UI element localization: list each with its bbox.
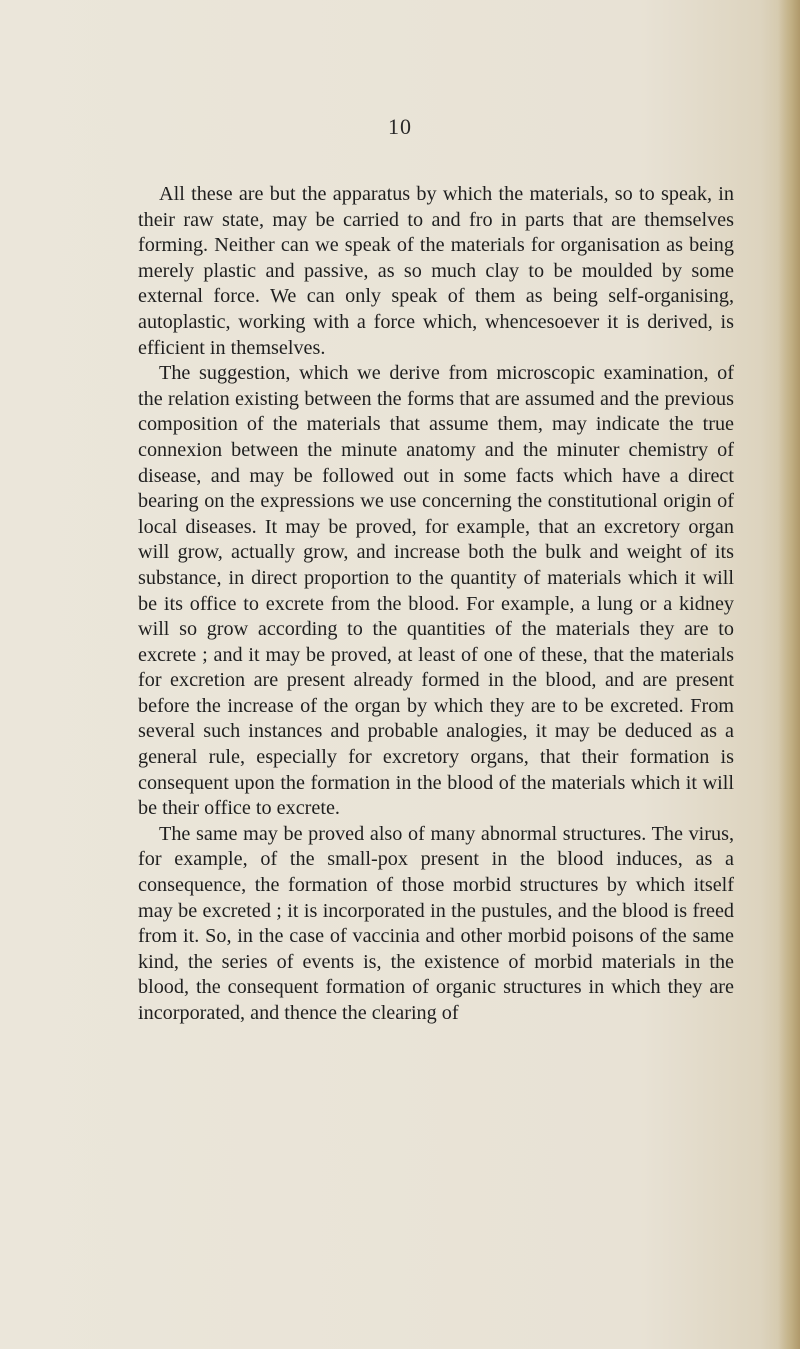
page-number: 10: [388, 114, 412, 139]
page-edge-shadow: [778, 0, 800, 1349]
paragraph-1: All these are but the apparatus by which the materials, so to speak, in their raw state, may be carried to and fro in parts that are themselves forming. Neither can we speak of the materials for organisation as being merely plastic and passive, as so much clay to be moulded by some external force. We can only speak of them as being self-organising, autoplastic, working with a force which, whencesoever it is derived, is efficient in themselves.: [138, 183, 734, 359]
paragraph-3: The same may be proved also of many abnormal structures. The virus, for example, of the small-pox present in the blood induces, as a consequence, the formation of those morbid structures by which itself may be excreted ; it is incorporated in the pustules, and the blood is freed from it. So, in the case of vaccinia and other morbid poisons of the same kind, the series of events is, the existence of morbid materials in the blood, the consequent formation of organic structures in which they are incorporated, and thence the clearing of: [138, 822, 734, 1024]
body-text: [138, 182, 734, 1027]
paragraph-2: The suggestion, which we derive from microscopic examination, of the relation existing between the forms that are assumed and the previous composition of the materials that assume them, may indicate the true connexion between the minute anatomy and the minuter chemistry of disease, and may be followed out in some facts which have a direct bearing on the expressions we use concerning the constitutional origin of local diseases. It may be proved, for example, that an excretory organ will grow, actually grow, and increase both the bulk and weight of its substance, in direct proportion to the quantity of materials which it will be its office to excrete from the blood. For example, a lung or a kidney will so grow according to the quantities of the materials they are to excrete ; and it may be proved, at least of one of these, that the materials for excretion are present already formed in the blood, and are present before the increase of the organ by which they are to be excreted. From several such instances and probable analogies, it may be deduced as a general rule, especially for excretory organs, that their formation is consequent upon the formation in the blood of the materials which it will be their office to excrete.: [138, 362, 734, 820]
